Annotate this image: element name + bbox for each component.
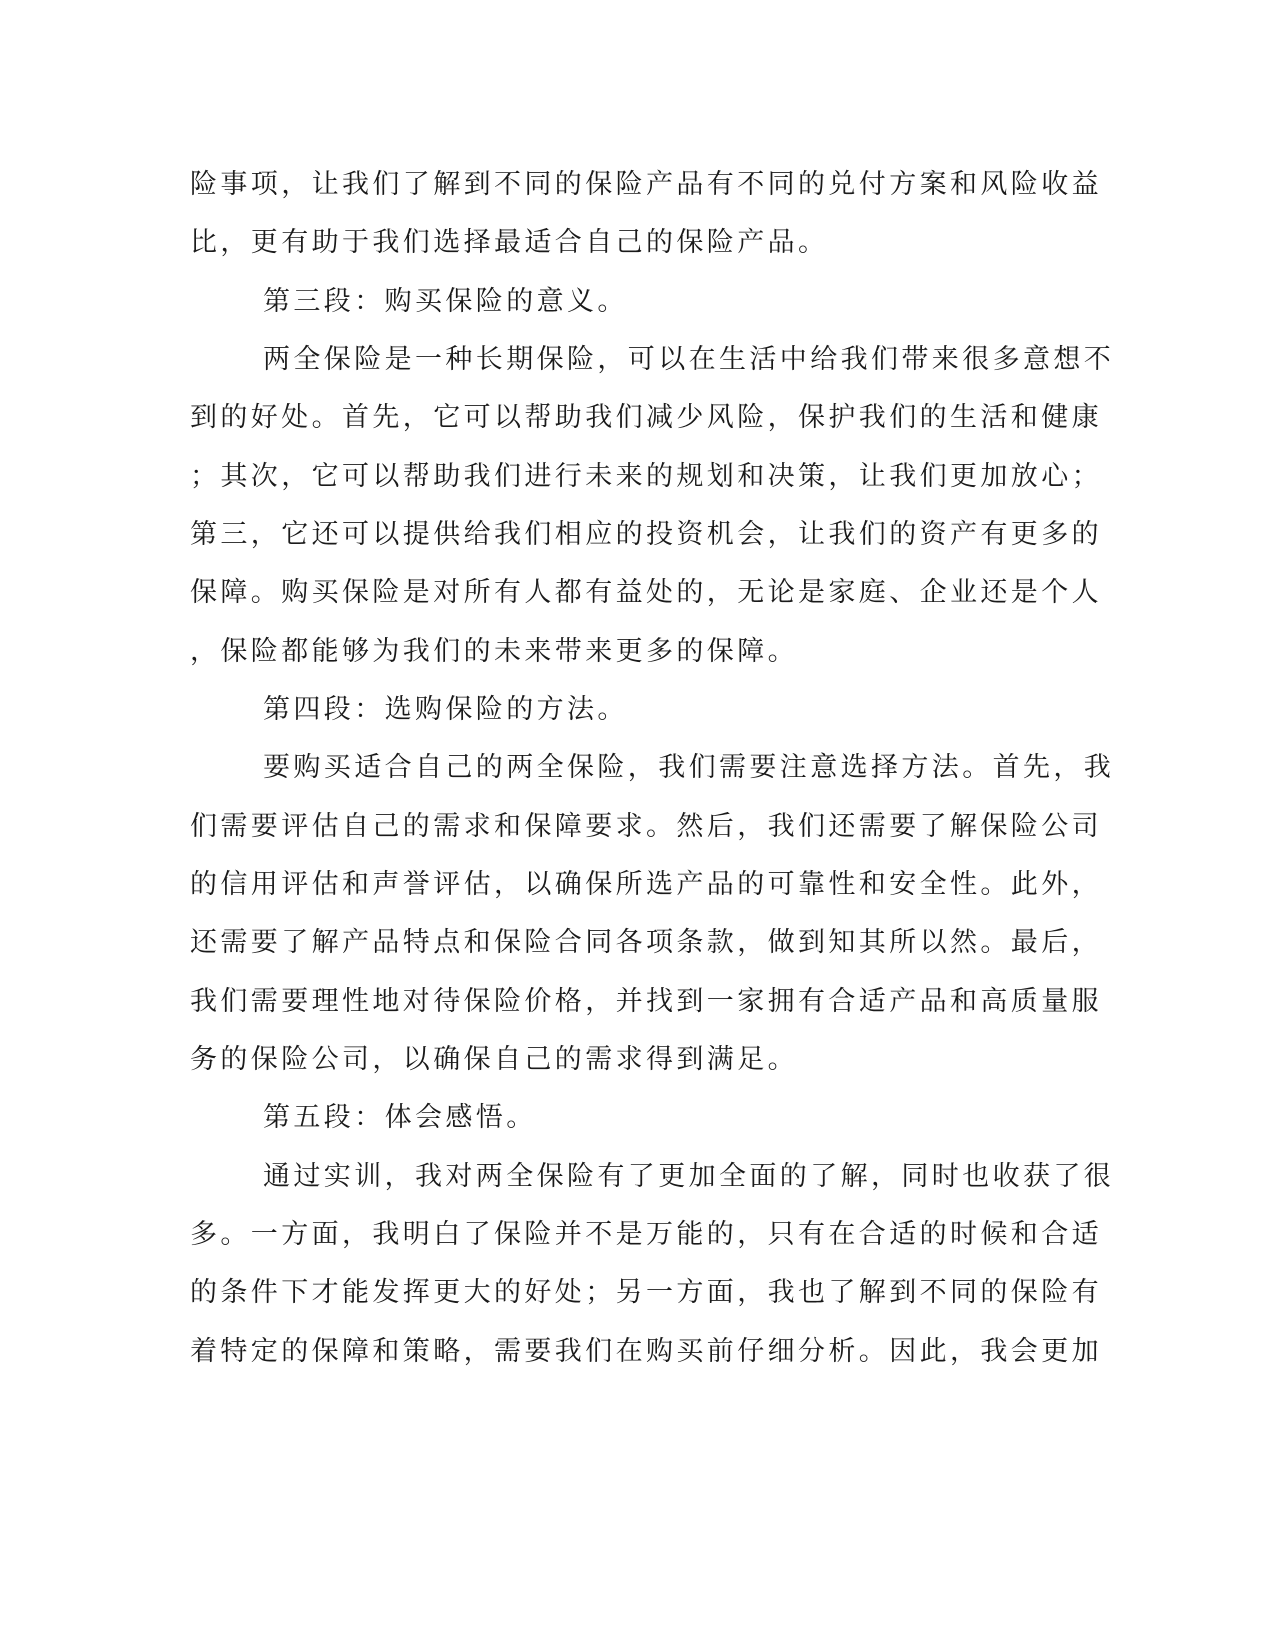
text-line: 我们需要理性地对待保险价格，并找到一家拥有合适产品和高质量服	[190, 986, 1102, 1017]
text-line: 的条件下才能发挥更大的好处；另一方面，我也了解到不同的保险有	[190, 1277, 1102, 1308]
text-line: 着特定的保障和策略，需要我们在购买前仔细分析。因此，我会更加	[190, 1336, 1102, 1367]
text-line: 多。一方面，我明白了保险并不是万能的，只有在合适的时候和合适	[190, 1219, 1102, 1250]
text-line: 的信用评估和声誉评估，以确保所选产品的可靠性和安全性。此外，	[190, 869, 1102, 900]
section-heading-5: 第五段：体会感悟。	[263, 1102, 537, 1133]
text-line: 们需要评估自己的需求和保障要求。然后，我们还需要了解保险公司	[190, 811, 1102, 842]
paragraph-first-line: 通过实训，我对两全保险有了更加全面的了解，同时也收获了很	[263, 1161, 1115, 1192]
paragraph-first-line: 两全保险是一种长期保险，可以在生活中给我们带来很多意想不	[263, 344, 1115, 375]
text-line: 务的保险公司，以确保自己的需求得到满足。	[190, 1044, 798, 1075]
text-line: 到的好处。首先，它可以帮助我们减少风险，保护我们的生活和健康	[190, 402, 1102, 433]
text-line: 保障。购买保险是对所有人都有益处的，无论是家庭、企业还是个人	[190, 577, 1102, 608]
text-line: 第三，它还可以提供给我们相应的投资机会，让我们的资产有更多的	[190, 519, 1102, 550]
text-line: ；其次，它可以帮助我们进行未来的规划和决策，让我们更加放心；	[190, 461, 1102, 492]
section-heading-3: 第三段：购买保险的意义。	[263, 286, 628, 317]
text-line: 险事项，让我们了解到不同的保险产品有不同的兑付方案和风险收益	[190, 169, 1102, 200]
text-line: 比，更有助于我们选择最适合自己的保险产品。	[190, 227, 829, 258]
paragraph-first-line: 要购买适合自己的两全保险，我们需要注意选择方法。首先，我	[263, 752, 1115, 783]
section-heading-4: 第四段：选购保险的方法。	[263, 694, 628, 725]
text-line: 还需要了解产品特点和保险合同各项条款，做到知其所以然。最后，	[190, 927, 1102, 958]
text-line: ，保险都能够为我们的未来带来更多的保障。	[190, 636, 798, 667]
